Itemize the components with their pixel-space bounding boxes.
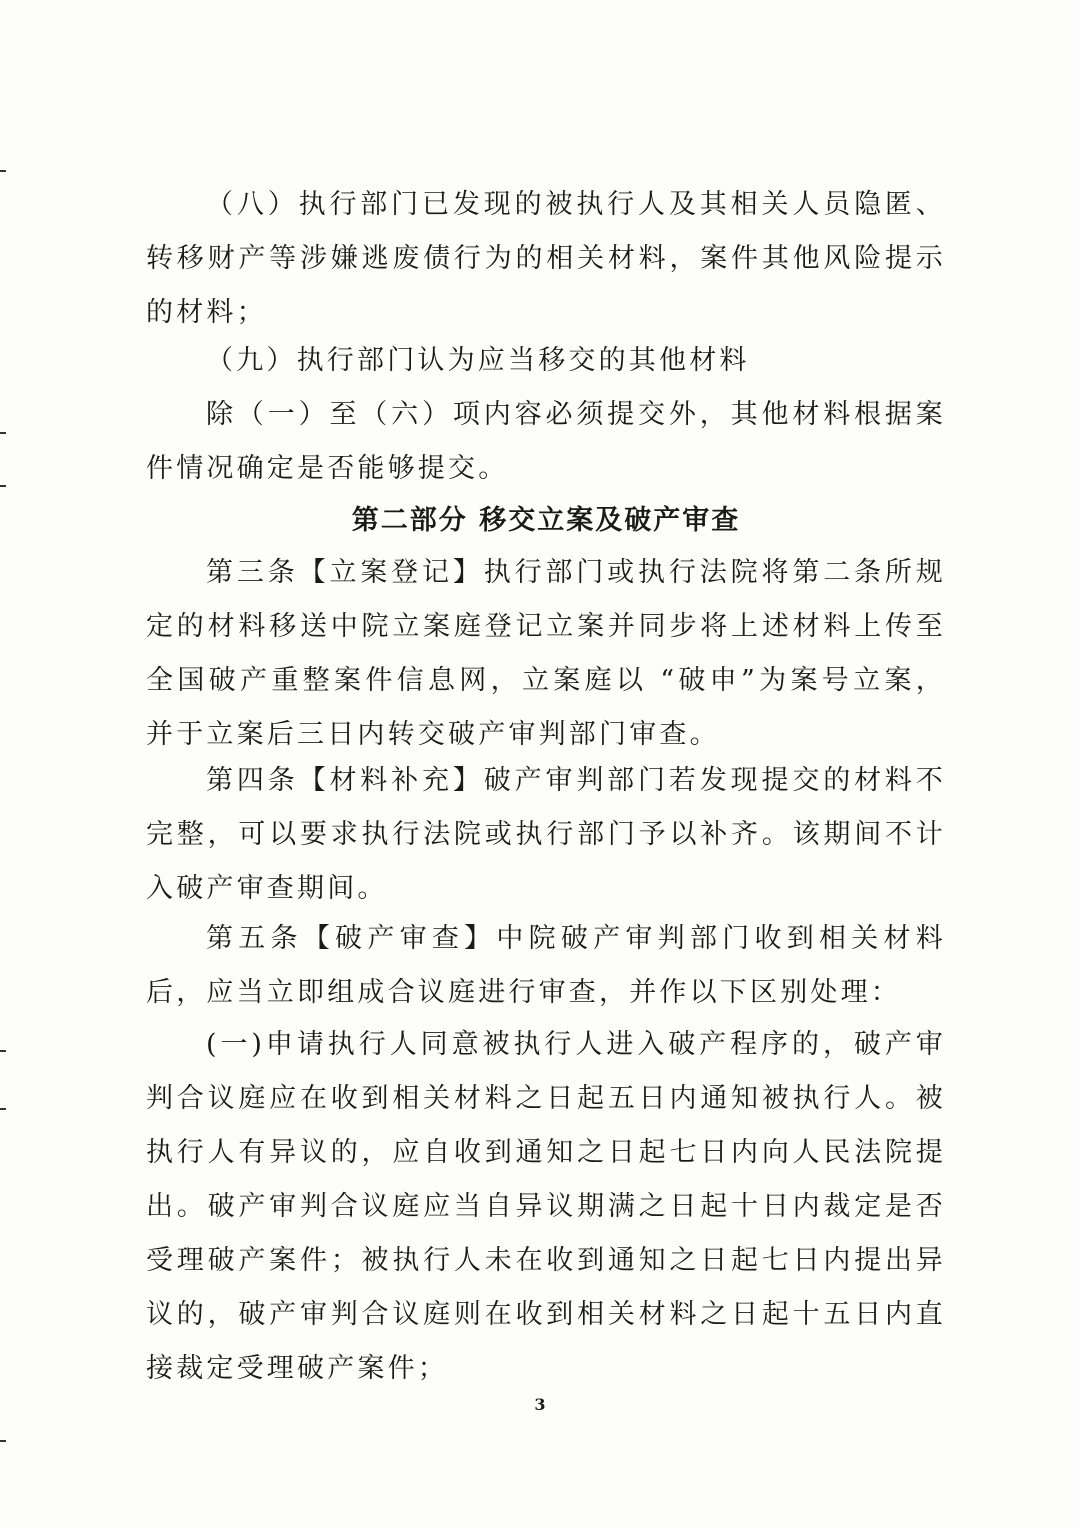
paragraph-item-8: （八）执行部门已发现的被执行人及其相关人员隐匿、转移财产等涉嫌逃废债行为的相关材料，案件其他风险提示的材料； <box>146 189 946 328</box>
article-3: 第三条【立案登记】执行部门或执行法院将第二条所规定的材料移送中院立案庭登记立案并同步将上述材料上传至全国破产重整案件信息网，立案庭以 “破申”为案号立案，并于立案后三日内转交破产审判部门审查。 <box>146 557 946 750</box>
scan-edge-mark <box>0 485 6 487</box>
article-5: 第五条【破产审查】中院破产审判部门收到相关材料后，应当立即组成合议庭进行审查，并作以下区别处理： <box>146 923 946 1008</box>
article-4: 第四条【材料补充】破产审判部门若发现提交的材料不完整，可以要求执行法院或执行部门予以补齐。该期间不计入破产审查期间。 <box>146 765 946 904</box>
paragraph-item-9: （九）执行部门认为应当移交的其他材料 <box>206 345 750 376</box>
paragraph-note: 除（一）至（六）项内容必须提交外，其他材料根据案件情况确定是否能够提交。 <box>146 399 946 484</box>
scan-edge-mark <box>0 1108 6 1110</box>
scan-edge-mark <box>0 170 6 172</box>
scan-edge-mark <box>0 1440 6 1442</box>
page-number: 3 <box>534 1395 546 1414</box>
scan-edge-mark <box>0 432 6 434</box>
article-5-item-1: (一)申请执行人同意被执行人进入破产程序的，破产审判合议庭应在收到相关材料之日起五日内通知被执行人。被执行人有异议的，应自收到通知之日起七日内向人民法院提出。破产审判合议庭应当自异议期满之日起十日内裁定是否受理破产案件；被执行人未在收到通知之日起七日内提出异议的，破产审判合议庭则在收到相关材料之日起十五日内直接裁定受理破产案件； <box>146 1029 946 1384</box>
scan-edge-mark <box>0 1050 6 1052</box>
section-heading: 第二部分 移交立案及破产审查 <box>351 505 741 536</box>
